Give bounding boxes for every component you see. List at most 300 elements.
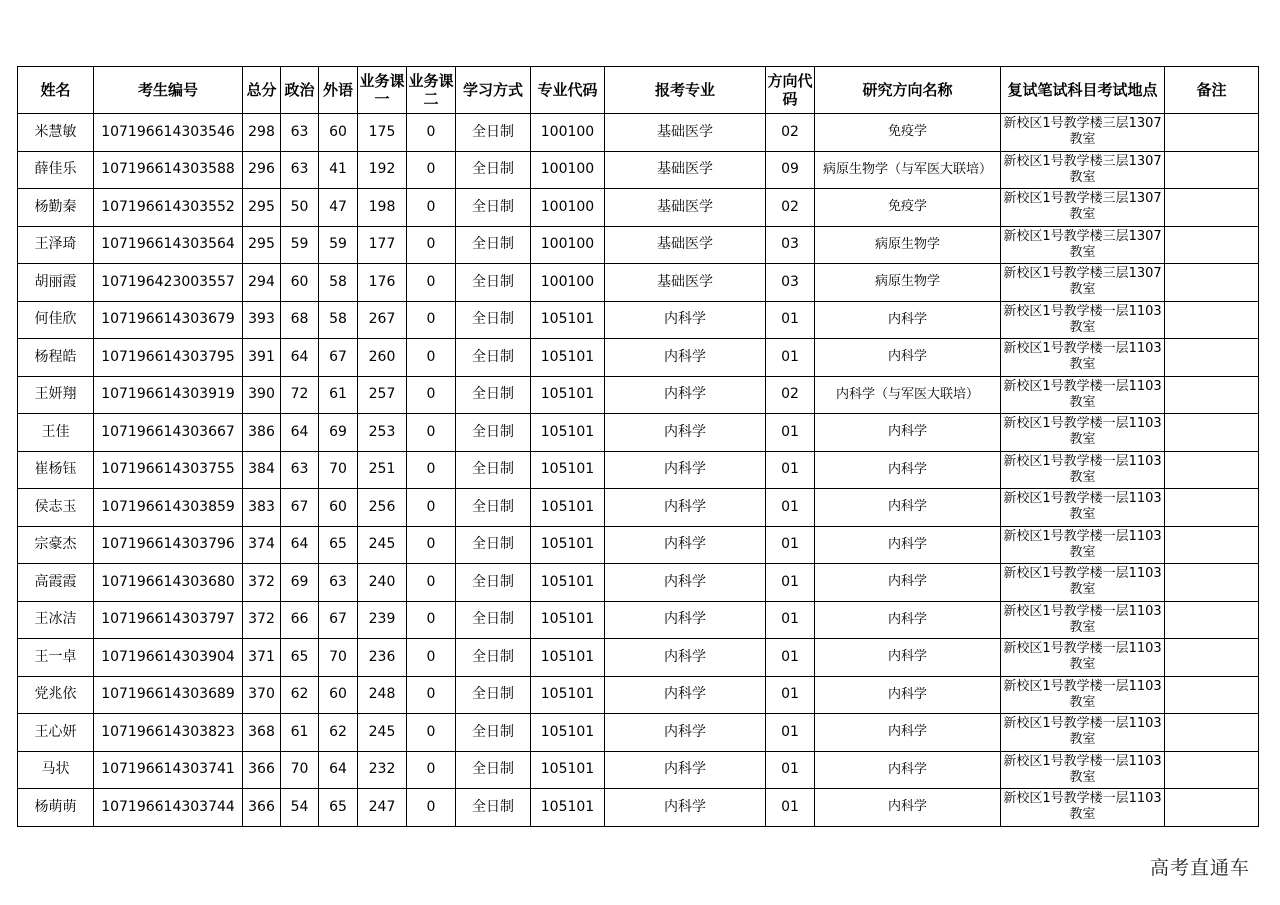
table-cell: 内科学 (815, 414, 1001, 452)
table-cell: 63 (281, 114, 319, 152)
table-cell: 100100 (531, 226, 605, 264)
table-cell: 全日制 (456, 226, 531, 264)
table-cell: 100100 (531, 114, 605, 152)
table-cell: 01 (766, 676, 815, 714)
table-cell: 新校区1号教学楼一层1103教室 (1001, 339, 1165, 377)
table-cell: 105101 (531, 789, 605, 827)
column-header: 政治 (281, 67, 319, 114)
table-cell: 69 (319, 414, 358, 452)
table-cell: 240 (358, 564, 407, 602)
table-cell: 67 (281, 489, 319, 527)
table-cell: 全日制 (456, 301, 531, 339)
table-cell: 党兆依 (18, 676, 94, 714)
table-cell: 50 (281, 189, 319, 227)
table-cell: 0 (407, 526, 456, 564)
table-cell: 295 (243, 189, 281, 227)
table-cell: 基础医学 (605, 151, 766, 189)
table-cell: 基础医学 (605, 114, 766, 152)
table-cell: 02 (766, 376, 815, 414)
table-cell: 内科学 (605, 376, 766, 414)
table-cell: 63 (281, 151, 319, 189)
table-row (18, 264, 1259, 302)
table-cell: 01 (766, 751, 815, 789)
table-cell (1165, 489, 1259, 527)
table-cell: 65 (281, 639, 319, 677)
table-row (18, 189, 1259, 227)
table-cell (1165, 639, 1259, 677)
table-cell: 王佳 (18, 414, 94, 452)
table-cell: 372 (243, 564, 281, 602)
table-cell: 内科学 (815, 451, 1001, 489)
table-cell: 54 (281, 789, 319, 827)
table-cell: 全日制 (456, 601, 531, 639)
table-cell: 0 (407, 714, 456, 752)
table-cell: 107196614303744 (94, 789, 243, 827)
table-row (18, 451, 1259, 489)
table-cell: 67 (319, 339, 358, 377)
table-cell: 新校区1号教学楼一层1103教室 (1001, 714, 1165, 752)
table-body (18, 114, 1259, 827)
table-cell: 70 (319, 639, 358, 677)
table-cell: 72 (281, 376, 319, 414)
table-cell: 全日制 (456, 376, 531, 414)
table-cell: 内科学 (815, 789, 1001, 827)
table-cell: 107196614303795 (94, 339, 243, 377)
table-cell: 01 (766, 526, 815, 564)
table-cell: 全日制 (456, 564, 531, 602)
table-cell: 371 (243, 639, 281, 677)
table-cell: 198 (358, 189, 407, 227)
table-cell: 内科学 (815, 339, 1001, 377)
table-cell: 内科学 (605, 451, 766, 489)
table-cell: 02 (766, 114, 815, 152)
table-cell: 107196614303859 (94, 489, 243, 527)
table-cell: 107196614303667 (94, 414, 243, 452)
column-header: 方向代码 (766, 67, 815, 114)
table-cell: 107196614303546 (94, 114, 243, 152)
table-cell: 62 (319, 714, 358, 752)
table-cell: 王心妍 (18, 714, 94, 752)
table-cell: 基础医学 (605, 189, 766, 227)
watermark-text: 高考直通车 (1149, 857, 1250, 879)
table-cell: 70 (319, 451, 358, 489)
table-cell: 02 (766, 189, 815, 227)
table-cell: 0 (407, 676, 456, 714)
column-header: 外语 (319, 67, 358, 114)
table-cell: 58 (319, 264, 358, 302)
table-cell: 251 (358, 451, 407, 489)
table-cell: 69 (281, 564, 319, 602)
table-cell: 267 (358, 301, 407, 339)
table-cell (1165, 601, 1259, 639)
table-cell: 100100 (531, 264, 605, 302)
table-cell: 宗豪杰 (18, 526, 94, 564)
table-row (18, 526, 1259, 564)
table-cell: 胡丽霞 (18, 264, 94, 302)
column-header: 复试笔试科目考试地点 (1001, 67, 1165, 114)
table-cell: 内科学 (605, 714, 766, 752)
table-cell: 内科学 (815, 601, 1001, 639)
table-cell: 基础医学 (605, 264, 766, 302)
table-cell: 内科学 (605, 301, 766, 339)
column-header: 总分 (243, 67, 281, 114)
table-cell: 245 (358, 526, 407, 564)
table-cell: 107196614303823 (94, 714, 243, 752)
table-cell: 内科学 (605, 489, 766, 527)
table-cell: 59 (281, 226, 319, 264)
table-cell: 内科学 (605, 526, 766, 564)
table-cell (1165, 339, 1259, 377)
table-cell (1165, 414, 1259, 452)
table-cell: 内科学 (815, 526, 1001, 564)
table-cell (1165, 714, 1259, 752)
table-cell: 59 (319, 226, 358, 264)
table-row (18, 114, 1259, 152)
table-cell (1165, 751, 1259, 789)
table-cell: 294 (243, 264, 281, 302)
table-cell: 01 (766, 451, 815, 489)
table-cell: 257 (358, 376, 407, 414)
table-cell: 全日制 (456, 189, 531, 227)
table-cell: 107196614303797 (94, 601, 243, 639)
table-cell: 全日制 (456, 151, 531, 189)
table-cell: 107196614303679 (94, 301, 243, 339)
column-header: 备注 (1165, 67, 1259, 114)
table-cell: 0 (407, 639, 456, 677)
table-cell: 新校区1号教学楼一层1103教室 (1001, 451, 1165, 489)
table-cell: 薛佳乐 (18, 151, 94, 189)
table-cell: 01 (766, 339, 815, 377)
table-cell: 62 (281, 676, 319, 714)
table-cell: 105101 (531, 414, 605, 452)
table-cell: 177 (358, 226, 407, 264)
table-cell (1165, 226, 1259, 264)
table-cell: 新校区1号教学楼一层1103教室 (1001, 526, 1165, 564)
table-cell: 病原生物学 (815, 226, 1001, 264)
table-cell (1165, 676, 1259, 714)
table-cell: 病原生物学（与军医大联培） (815, 151, 1001, 189)
table-cell: 383 (243, 489, 281, 527)
table-cell: 新校区1号教学楼一层1103教室 (1001, 376, 1165, 414)
table-cell: 何佳欣 (18, 301, 94, 339)
table-cell: 全日制 (456, 339, 531, 377)
table-cell: 新校区1号教学楼一层1103教室 (1001, 601, 1165, 639)
table-cell: 105101 (531, 714, 605, 752)
table-cell: 105101 (531, 601, 605, 639)
table-cell: 61 (281, 714, 319, 752)
table-cell: 192 (358, 151, 407, 189)
table-cell: 新校区1号教学楼一层1103教室 (1001, 301, 1165, 339)
table-cell: 全日制 (456, 264, 531, 302)
table-cell: 新校区1号教学楼一层1103教室 (1001, 789, 1165, 827)
table-cell: 60 (319, 114, 358, 152)
table-cell: 236 (358, 639, 407, 677)
table-cell (1165, 451, 1259, 489)
table-cell: 391 (243, 339, 281, 377)
table-cell: 新校区1号教学楼三层1307教室 (1001, 264, 1165, 302)
table-cell: 杨勤秦 (18, 189, 94, 227)
table-cell: 296 (243, 151, 281, 189)
table-cell: 01 (766, 714, 815, 752)
table-cell: 253 (358, 414, 407, 452)
table-cell (1165, 301, 1259, 339)
table-row (18, 601, 1259, 639)
table-cell: 175 (358, 114, 407, 152)
table-cell: 崔杨钰 (18, 451, 94, 489)
table-cell: 杨程皓 (18, 339, 94, 377)
table-cell: 105101 (531, 564, 605, 602)
table-cell: 0 (407, 189, 456, 227)
table-cell: 01 (766, 301, 815, 339)
table-cell: 王泽琦 (18, 226, 94, 264)
table-cell: 新校区1号教学楼一层1103教室 (1001, 639, 1165, 677)
table-cell: 100100 (531, 151, 605, 189)
table-row (18, 339, 1259, 377)
table-cell: 239 (358, 601, 407, 639)
table-cell: 60 (281, 264, 319, 302)
table-cell: 01 (766, 789, 815, 827)
table-cell: 内科学 (815, 489, 1001, 527)
table-row (18, 789, 1259, 827)
table-cell: 全日制 (456, 114, 531, 152)
table-cell: 王妍翔 (18, 376, 94, 414)
table-cell: 0 (407, 264, 456, 302)
table-cell: 内科学 (815, 714, 1001, 752)
score-table (17, 66, 1259, 827)
table-row (18, 376, 1259, 414)
table-cell: 基础医学 (605, 226, 766, 264)
table-cell: 内科学 (605, 789, 766, 827)
table-cell: 107196614303680 (94, 564, 243, 602)
table-header-row (18, 67, 1259, 114)
table-cell: 107196614303552 (94, 189, 243, 227)
table-cell: 高霞霞 (18, 564, 94, 602)
table-cell: 105101 (531, 451, 605, 489)
table-cell: 70 (281, 751, 319, 789)
table-cell: 内科学 (605, 601, 766, 639)
table-cell: 60 (319, 676, 358, 714)
table-cell: 全日制 (456, 451, 531, 489)
table-cell: 王一卓 (18, 639, 94, 677)
column-header: 专业代码 (531, 67, 605, 114)
table-row (18, 639, 1259, 677)
table-cell: 01 (766, 489, 815, 527)
table-cell: 内科学 (605, 751, 766, 789)
table-cell: 病原生物学 (815, 264, 1001, 302)
table-cell: 366 (243, 789, 281, 827)
table-cell: 107196614303588 (94, 151, 243, 189)
table-cell: 64 (319, 751, 358, 789)
column-header: 业务课一 (358, 67, 407, 114)
table-cell: 新校区1号教学楼一层1103教室 (1001, 676, 1165, 714)
table-cell: 107196614303564 (94, 226, 243, 264)
table-cell: 0 (407, 601, 456, 639)
table-cell: 0 (407, 301, 456, 339)
table-cell: 0 (407, 339, 456, 377)
table-cell: 内科学 (815, 676, 1001, 714)
table-row (18, 414, 1259, 452)
table-cell (1165, 189, 1259, 227)
table-cell: 03 (766, 226, 815, 264)
table-cell (1165, 526, 1259, 564)
table-row (18, 714, 1259, 752)
table-cell: 内科学 (815, 564, 1001, 602)
column-header: 姓名 (18, 67, 94, 114)
table-cell: 内科学 (605, 639, 766, 677)
table-cell: 免疫学 (815, 114, 1001, 152)
table-cell: 60 (319, 489, 358, 527)
table-row (18, 489, 1259, 527)
table-cell: 105101 (531, 489, 605, 527)
table-cell: 107196614303919 (94, 376, 243, 414)
table-cell: 0 (407, 451, 456, 489)
table-cell: 107196423003557 (94, 264, 243, 302)
table-cell: 新校区1号教学楼一层1103教室 (1001, 751, 1165, 789)
table-cell: 全日制 (456, 789, 531, 827)
table-cell: 107196614303796 (94, 526, 243, 564)
table-cell: 61 (319, 376, 358, 414)
table-cell: 01 (766, 639, 815, 677)
table-cell: 105101 (531, 526, 605, 564)
table-cell: 新校区1号教学楼三层1307教室 (1001, 151, 1165, 189)
table-cell (1165, 789, 1259, 827)
table-cell: 256 (358, 489, 407, 527)
table-cell: 105101 (531, 751, 605, 789)
table-cell: 新校区1号教学楼一层1103教室 (1001, 414, 1165, 452)
table-cell: 全日制 (456, 414, 531, 452)
table-cell: 393 (243, 301, 281, 339)
column-header: 报考专业 (605, 67, 766, 114)
table-cell: 41 (319, 151, 358, 189)
table-cell: 王冰洁 (18, 601, 94, 639)
table-cell: 01 (766, 564, 815, 602)
table-cell: 64 (281, 414, 319, 452)
table-cell: 105101 (531, 301, 605, 339)
table-cell: 58 (319, 301, 358, 339)
table-cell (1165, 376, 1259, 414)
column-header: 学习方式 (456, 67, 531, 114)
table-cell: 247 (358, 789, 407, 827)
table-cell (1165, 564, 1259, 602)
table-cell: 295 (243, 226, 281, 264)
table-row (18, 151, 1259, 189)
table-row (18, 676, 1259, 714)
table-cell: 248 (358, 676, 407, 714)
table-cell: 01 (766, 601, 815, 639)
table-cell: 米慧敏 (18, 114, 94, 152)
table-cell: 107196614303755 (94, 451, 243, 489)
table-cell: 105101 (531, 339, 605, 377)
table-cell: 免疫学 (815, 189, 1001, 227)
table-cell: 63 (319, 564, 358, 602)
table-cell: 0 (407, 414, 456, 452)
table-cell: 内科学 (815, 751, 1001, 789)
table-cell: 内科学 (605, 339, 766, 377)
table-cell: 368 (243, 714, 281, 752)
table-cell: 0 (407, 564, 456, 602)
table-cell: 全日制 (456, 639, 531, 677)
table-cell: 内科学 (815, 639, 1001, 677)
table-cell: 全日制 (456, 751, 531, 789)
table-cell: 0 (407, 789, 456, 827)
table-cell: 09 (766, 151, 815, 189)
table-cell: 新校区1号教学楼一层1103教室 (1001, 489, 1165, 527)
table-cell: 内科学 (605, 564, 766, 602)
table-cell: 64 (281, 526, 319, 564)
table-cell: 47 (319, 189, 358, 227)
table-cell: 内科学（与军医大联培） (815, 376, 1001, 414)
column-header: 研究方向名称 (815, 67, 1001, 114)
table-cell: 63 (281, 451, 319, 489)
column-header: 业务课二 (407, 67, 456, 114)
table-cell: 384 (243, 451, 281, 489)
table-cell: 新校区1号教学楼三层1307教室 (1001, 226, 1165, 264)
table-cell: 03 (766, 264, 815, 302)
table-cell: 全日制 (456, 676, 531, 714)
table-cell: 107196614303904 (94, 639, 243, 677)
table-cell: 64 (281, 339, 319, 377)
table-row (18, 226, 1259, 264)
table-cell: 245 (358, 714, 407, 752)
column-header: 考生编号 (94, 67, 243, 114)
table-cell: 65 (319, 789, 358, 827)
table-cell: 374 (243, 526, 281, 564)
table-cell: 232 (358, 751, 407, 789)
table-cell: 内科学 (815, 301, 1001, 339)
table-cell: 杨萌萌 (18, 789, 94, 827)
table-cell: 260 (358, 339, 407, 377)
table-row (18, 564, 1259, 602)
table-cell: 侯志玉 (18, 489, 94, 527)
table-cell (1165, 114, 1259, 152)
table-cell: 372 (243, 601, 281, 639)
table-cell: 全日制 (456, 489, 531, 527)
table-cell: 67 (319, 601, 358, 639)
table-cell: 新校区1号教学楼三层1307教室 (1001, 114, 1165, 152)
table-cell: 366 (243, 751, 281, 789)
table-cell: 107196614303689 (94, 676, 243, 714)
table-cell: 68 (281, 301, 319, 339)
table-cell: 107196614303741 (94, 751, 243, 789)
table-cell: 0 (407, 751, 456, 789)
table-cell: 105101 (531, 676, 605, 714)
table-row (18, 751, 1259, 789)
table-cell: 新校区1号教学楼一层1103教室 (1001, 564, 1165, 602)
table-cell: 全日制 (456, 526, 531, 564)
table-cell: 0 (407, 226, 456, 264)
table-cell: 0 (407, 114, 456, 152)
table-cell (1165, 151, 1259, 189)
table-cell: 0 (407, 489, 456, 527)
table-cell: 马状 (18, 751, 94, 789)
table-cell: 298 (243, 114, 281, 152)
table-cell: 105101 (531, 639, 605, 677)
table-cell: 内科学 (605, 676, 766, 714)
table-cell: 0 (407, 376, 456, 414)
table-row (18, 301, 1259, 339)
table-cell (1165, 264, 1259, 302)
table-cell: 65 (319, 526, 358, 564)
table-cell: 390 (243, 376, 281, 414)
table-cell: 105101 (531, 376, 605, 414)
table-cell: 176 (358, 264, 407, 302)
table-cell: 370 (243, 676, 281, 714)
table-cell: 386 (243, 414, 281, 452)
table-cell: 新校区1号教学楼三层1307教室 (1001, 189, 1165, 227)
table-cell: 0 (407, 151, 456, 189)
table-cell: 01 (766, 414, 815, 452)
table-cell: 全日制 (456, 714, 531, 752)
